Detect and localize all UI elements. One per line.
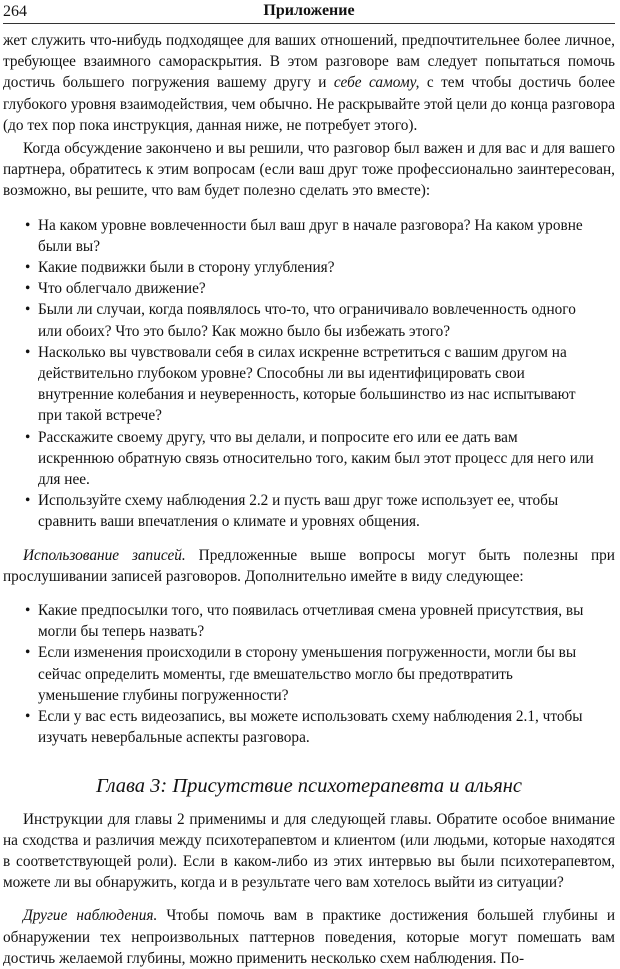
list-item: • Если изменения происходили в сторону уменьшения погруженности, могли бы вы сейчас определить моменты, где вмешательство могло бы предотвратить уменьшение глубины погруженности? bbox=[25, 644, 577, 704]
paragraph-3 bbox=[3, 545, 615, 587]
bullet-icon: • bbox=[25, 301, 31, 319]
paragraph-2: Когда обсуждение закончено и вы решили, что разговор был важен и для вас и для вашего партнера, обратитесь к этим вопросам (если ваш друг тоже профессионально заинтересован, возможно, вы решите, что вам будет полезно сделать это вместе): bbox=[3, 140, 615, 200]
bullet-icon: • bbox=[25, 492, 31, 510]
question-list-1 bbox=[3, 215, 615, 533]
list-item: • Расскажите своему другу, что вы делали, и попросите его или ее дать вам искреннюю обратную связь относительно того, каким был этот процесс для него или для нее. bbox=[25, 428, 594, 489]
page-number: 264 bbox=[3, 3, 27, 20]
bullet-icon: • bbox=[25, 428, 31, 446]
list-item: • Были ли случаи, когда появлялось что-то, что ограничивало вовлеченность одного или обоих? Что это было? Как можно было бы избежать этого? bbox=[25, 301, 576, 340]
list-item: • Если у вас есть видеозапись, вы можете использовать схему наблюдения 2.1, чтобы изучать невербальные аспекты разговора. bbox=[25, 708, 583, 747]
running-head: Приложение bbox=[263, 2, 355, 19]
bullet-icon: • bbox=[25, 343, 31, 361]
bullet-icon: • bbox=[25, 708, 31, 726]
bullet-icon: • bbox=[25, 216, 31, 234]
chapter-heading: Глава 3: Присутствие психотерапевта и альянс bbox=[96, 774, 522, 797]
paragraph-5 bbox=[3, 905, 615, 969]
page-header bbox=[3, 0, 615, 24]
bullet-icon: • bbox=[25, 280, 31, 298]
paragraph-3-text: Предложенные выше вопросы могут быть полезны при прослушивании записей разговоров. Дополнительно имейте в виду следующее: bbox=[3, 546, 615, 585]
list-item: • Какие предпосылки того, что появилась отчетливая смена уровней присутствия, вы могли бы теперь назвать? bbox=[25, 602, 584, 641]
paragraph-3-lead: Использование записей. bbox=[23, 546, 186, 564]
list-item: • Какие подвижки были в сторону углубления? bbox=[25, 257, 597, 278]
question-list-2 bbox=[3, 600, 615, 748]
paragraph-1-text: жет служить что-нибудь подходящее для ваших отношений, предпочтительнее более личное, требующее взаимного самораскрытия. В этом разговоре вам следует попытаться помочь достичь большего погружения вашему другу и bbox=[3, 32, 615, 92]
bullet-icon: • bbox=[25, 259, 31, 277]
list-item: • Насколько вы чувствовали себя в силах искренне встретиться с вашим другом на действительно глубоком уровне? Способны ли вы идентифицировать свои внутренние колебания и неуверенность, которые большинство из нас испытывают при такой встрече? bbox=[25, 343, 576, 425]
paragraph-5-text: Чтобы помочь вам в практике достижения большей глубины и обнаружении тех непроизвольных паттернов поведения, которые могут помешать вам достичь желаемой глубины, можно применить несколько схем наблюдения. По- bbox=[3, 907, 616, 967]
paragraph-1 bbox=[3, 30, 615, 136]
bullet-icon: • bbox=[25, 644, 31, 662]
list-item: • Что облегчало движение? bbox=[25, 278, 597, 299]
paragraph-5-lead: Другие наблюдения. bbox=[23, 907, 158, 925]
list-item: • Используйте схему наблюдения 2.2 и пусть ваш друг тоже использует ее, чтобы сравнить ваши впечатления о климате и уровнях общения. bbox=[25, 492, 559, 531]
header-rule bbox=[3, 23, 615, 24]
paragraph-1-italic: себе самому, bbox=[333, 74, 420, 92]
paragraph-1-end: с тем чтобы достичь более глубокого уровня взаимодействия, чем обычно. Не раскрывайте этой цели до конца разговора (до тех пор пока инструкция, данная ниже, не потребует этого). bbox=[3, 74, 615, 134]
bullet-icon: • bbox=[25, 602, 31, 620]
paragraph-4: Инструкции для главы 2 применимы и для следующей главы. Обратите особое внимание на сходства и различия между психотерапевтом и клиентом (или людьми, которые находятся в соответствующей роли). Если в каком-либо из этих интервью вы были психотерапевтом, можете ли вы обнаружить, когда и в результате чего вам хотелось выйти из ситуации? bbox=[3, 810, 615, 892]
list-item: • На каком уровне вовлеченности был ваш друг в начале разговора? На каком уровне были вы? bbox=[25, 216, 583, 255]
book-page bbox=[3, 0, 615, 969]
